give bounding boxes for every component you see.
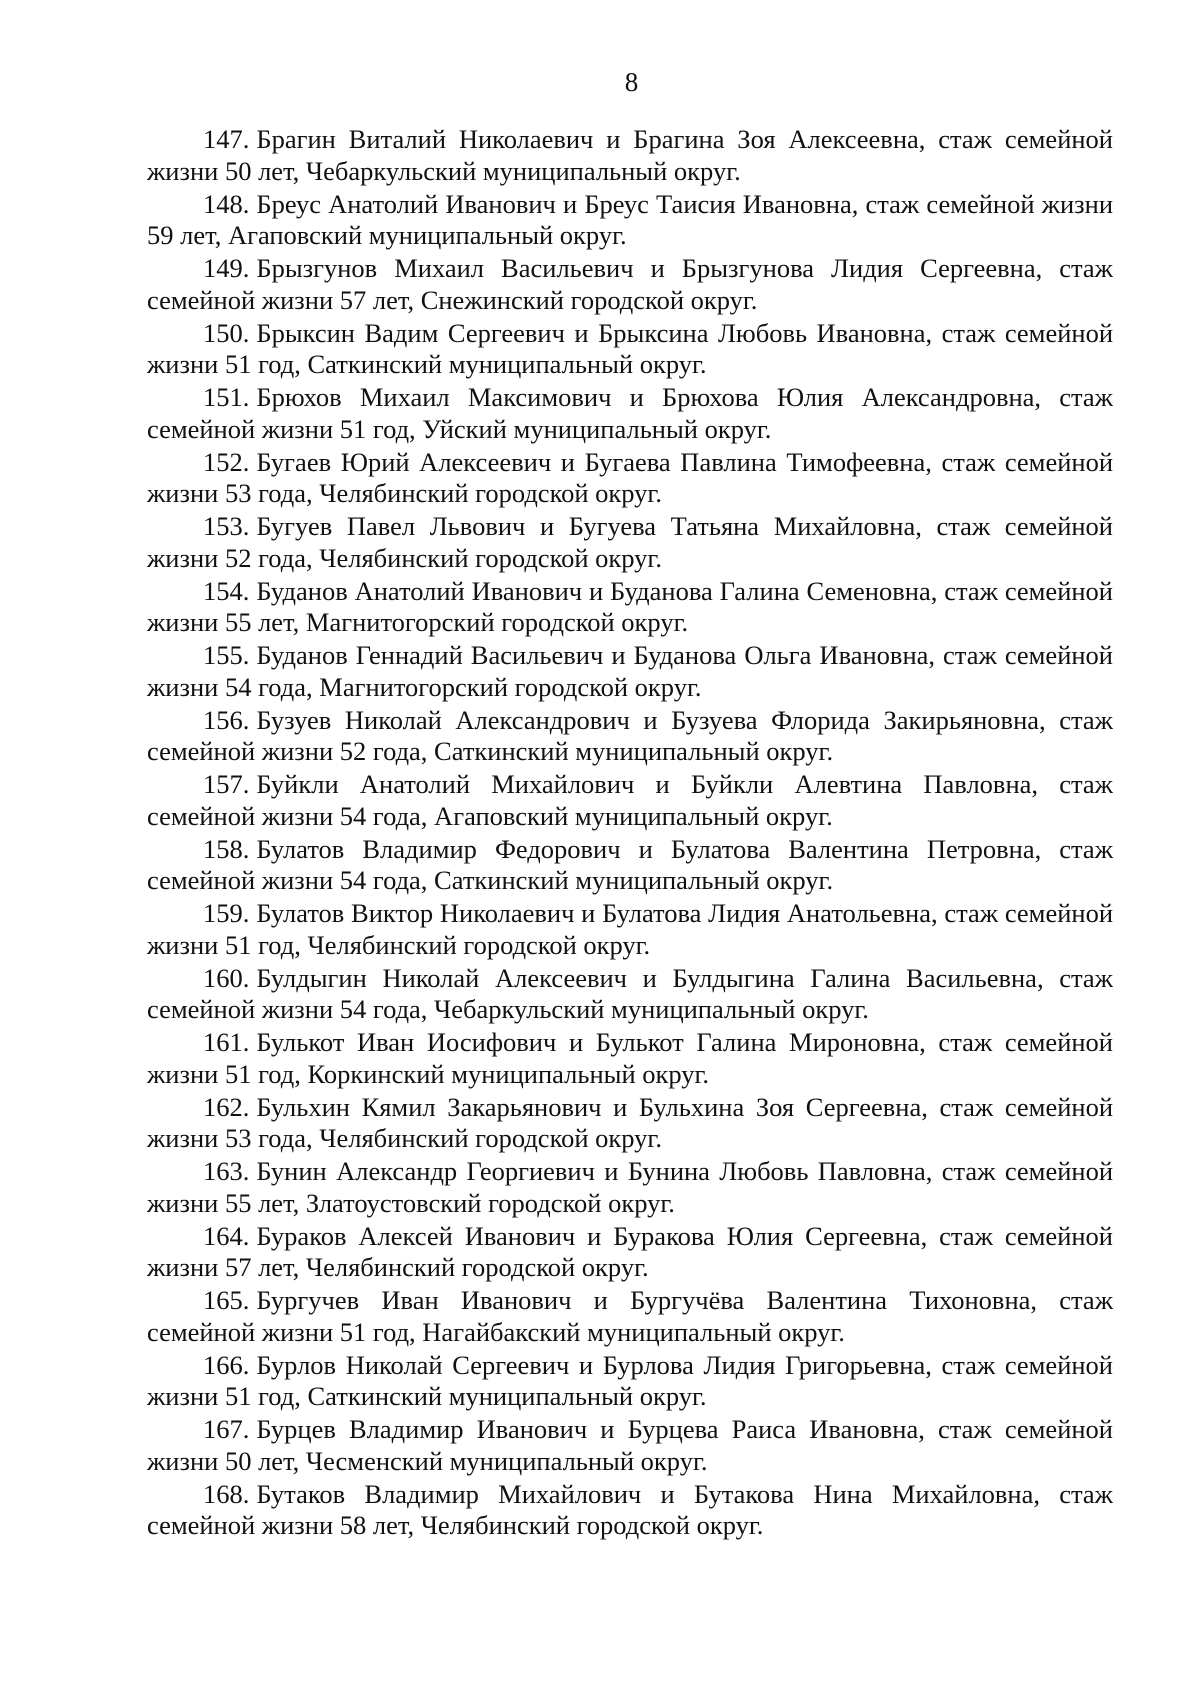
list-entry [147, 382, 1113, 445]
entry-text: Буданов Анатолий Иванович и Буданова Галина Семеновна, стаж семейной жизни 55 лет, Магнитогорский городской округ. [147, 575, 1113, 637]
entry-number: 164. [203, 1220, 250, 1251]
entry-number: 158. [203, 833, 250, 864]
list-entry [147, 705, 1113, 768]
page-number: 8 [624, 67, 639, 97]
entry-text: Бугуев Павел Львович и Бугуева Татьяна Михайловна, стаж семейной жизни 52 года, Челябинский городской округ. [147, 511, 1113, 573]
list-entry [147, 253, 1113, 316]
entry-text: Булатов Владимир Федорович и Булатова Валентина Петровна, стаж семейной жизни 54 года, Саткинский муниципальный округ. [147, 833, 1113, 895]
list-entry [147, 898, 1113, 961]
entry-number: 160. [203, 962, 250, 993]
entry-number: 150. [203, 317, 250, 348]
entry-number: 159. [203, 898, 250, 928]
entry-number: 167. [203, 1414, 250, 1444]
list-entry [147, 511, 1113, 574]
list-entry [147, 318, 1113, 381]
entry-text: Булатов Виктор Николаевич и Булатова Лидия Анатольевна, стаж семейной жизни 51 год, Челябинский городской округ. [147, 898, 1113, 960]
list-entry [147, 576, 1113, 639]
entry-text: Брюхов Михаил Максимович и Брюхова Юлия Александровна, стаж семейной жизни 51 год, Уйский муниципальный округ. [147, 382, 1113, 444]
list-entry [147, 1156, 1113, 1219]
entry-text: Бугаев Юрий Алексеевич и Бугаева Павлина Тимофеевна, стаж семейной жизни 53 года, Челябинский городской округ. [147, 446, 1113, 508]
entry-text: Бурцев Владимир Иванович и Бурцева Раиса Ивановна, стаж семейной жизни 50 лет, Чесменский муниципальный округ. [147, 1414, 1113, 1476]
entry-text: Бургучев Иван Иванович и Бургучёва Валентина Тихоновна, стаж семейной жизни 51 год, Нагайбакский муниципальный округ. [147, 1285, 1113, 1347]
list-entry [147, 640, 1113, 703]
entry-number: 156. [203, 704, 250, 735]
entry-text: Брызгунов Михаил Васильевич и Брызгунова Лидия Сергеевна, стаж семейной жизни 57 лет, Снежинский городской округ. [147, 253, 1113, 315]
entry-number: 163. [203, 1156, 250, 1186]
entry-number: 166. [203, 1349, 250, 1380]
list-entry [147, 1479, 1113, 1542]
entry-number: 157. [203, 769, 250, 799]
list-entry [147, 1221, 1113, 1284]
entry-number: 153. [203, 511, 250, 541]
entry-text: Брыксин Вадим Сергеевич и Брыксина Любовь Ивановна, стаж семейной жизни 51 год, Саткинский муниципальный округ. [147, 317, 1113, 379]
entry-list [147, 124, 1113, 1543]
entry-text: Бураков Алексей Иванович и Буракова Юлия Сергеевна, стаж семейной жизни 57 лет, Челябинский городской округ. [147, 1220, 1113, 1282]
entry-text: Брагин Виталий Николаевич и Брагина Зоя Алексеевна, стаж семейной жизни 50 лет, Чебаркульский муниципальный округ. [147, 124, 1113, 186]
list-entry [147, 1092, 1113, 1155]
list-entry [147, 1285, 1113, 1348]
entry-number: 154. [203, 575, 250, 606]
list-entry [147, 1027, 1113, 1090]
entry-number: 147. [203, 124, 250, 154]
list-entry [147, 447, 1113, 510]
entry-text: Бутаков Владимир Михайлович и Бутакова Нина Михайловна, стаж семейной жизни 58 лет, Челябинский городской округ. [147, 1478, 1113, 1540]
list-entry [147, 769, 1113, 832]
entry-number: 168. [203, 1478, 250, 1509]
entry-text: Бреус Анатолий Иванович и Бреус Таисия Ивановна, стаж семейной жизни 59 лет, Агаповский муниципальный округ. [147, 188, 1113, 250]
entry-number: 155. [203, 640, 250, 670]
entry-text: Бунин Александр Георгиевич и Бунина Любовь Павловна, стаж семейной жизни 55 лет, Златоустовский городской округ. [147, 1156, 1113, 1218]
list-entry [147, 963, 1113, 1026]
entry-text: Булдыгин Николай Алексеевич и Булдыгина Галина Васильевна, стаж семейной жизни 54 года, Чебаркульский муниципальный округ. [147, 962, 1113, 1024]
entry-text: Буйкли Анатолий Михайлович и Буйкли Алевтина Павловна, стаж семейной жизни 54 года, Агаповский муниципальный округ. [147, 769, 1113, 831]
entry-text: Бурлов Николай Сергеевич и Бурлова Лидия Григорьевна, стаж семейной жизни 51 год, Саткинский муниципальный округ. [147, 1349, 1113, 1411]
entry-number: 165. [203, 1285, 250, 1315]
entry-number: 149. [203, 253, 250, 283]
entry-text: Бульхин Кямил Закарьянович и Бульхина Зоя Сергеевна, стаж семейной жизни 53 года, Челябинский городской округ. [147, 1091, 1113, 1153]
entry-text: Булькот Иван Иосифович и Булькот Галина Мироновна, стаж семейной жизни 51 год, Коркинский муниципальный округ. [147, 1027, 1113, 1089]
entry-text: Буданов Геннадий Васильевич и Буданова Ольга Ивановна, стаж семейной жизни 54 года, Магнитогорский городской округ. [147, 640, 1113, 702]
list-entry [147, 189, 1113, 252]
list-entry [147, 124, 1113, 187]
entry-number: 148. [203, 188, 250, 219]
list-entry [147, 834, 1113, 897]
entry-number: 151. [203, 382, 250, 412]
entry-number: 161. [203, 1027, 250, 1057]
entry-text: Бузуев Николай Александрович и Бузуева Флорида Закирьяновна, стаж семейной жизни 52 года, Саткинский муниципальный округ. [147, 704, 1113, 766]
entry-number: 152. [203, 446, 250, 477]
list-entry [147, 1350, 1113, 1413]
entry-number: 162. [203, 1091, 250, 1122]
list-entry [147, 1414, 1113, 1477]
